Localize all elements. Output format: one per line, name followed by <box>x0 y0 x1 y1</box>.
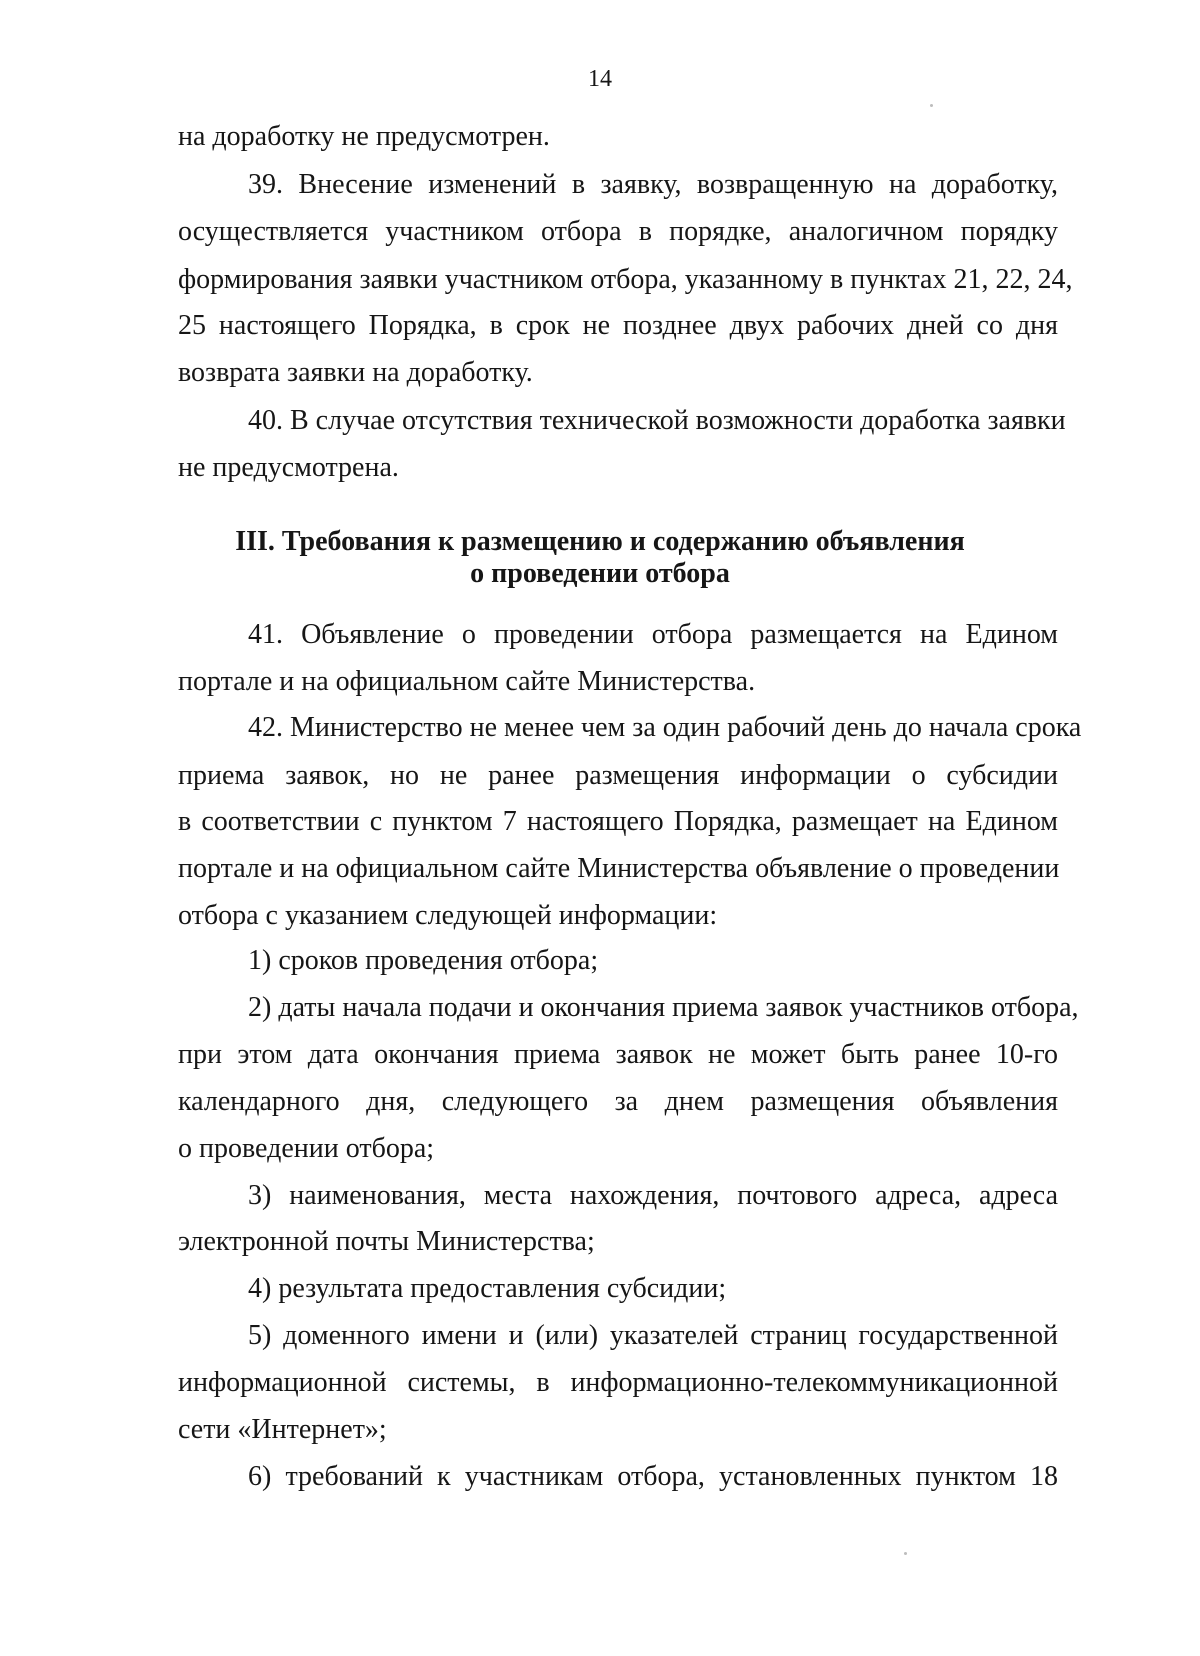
text-line: 41. Объявление о проведении отбора размещается на Едином <box>248 619 1058 650</box>
text-line: о проведении отбора; <box>178 1133 435 1164</box>
text-line: сети «Интернет»; <box>178 1414 387 1445</box>
list-item: 1) сроков проведения отбора; <box>248 945 599 976</box>
text-line: портале и на официальном сайте Министерства объявление о проведении <box>178 853 1060 884</box>
list-item: 6) требований к участникам отбора, установленных пунктом 18 <box>248 1461 1058 1492</box>
list-item: 5) доменного имени и (или) указателей страниц государственной <box>248 1320 1058 1351</box>
text-line: в соответствии с пунктом 7 настоящего Порядка, размещает на Едином <box>178 806 1058 837</box>
list-item: 3) наименования, места нахождения, почтового адреса, адреса <box>248 1180 1058 1211</box>
scan-speck <box>930 104 933 107</box>
text-line: 42. Министерство не менее чем за один рабочий день до начала срока <box>248 712 1082 743</box>
text-line: портале и на официальном сайте Министерства. <box>178 666 756 697</box>
list-item: 2) даты начала подачи и окончания приема заявок участников отбора, <box>248 992 1079 1023</box>
scan-speck <box>904 1552 907 1555</box>
text-line: осуществляется участником отбора в порядке, аналогичном порядку <box>178 216 1058 247</box>
text-line: информационной системы, в информационно-телекоммуникационной <box>178 1367 1058 1398</box>
page-number: 14 <box>588 66 612 92</box>
text-line: календарного дня, следующего за днем размещения объявления <box>178 1086 1058 1117</box>
text-line: возврата заявки на доработку. <box>178 357 533 388</box>
text-line: при этом дата окончания приема заявок не может быть ранее 10-го <box>178 1039 1058 1070</box>
text-line: 25 настоящего Порядка, в срок не позднее двух рабочих дней со дня <box>178 310 1058 341</box>
text-line: формирования заявки участником отбора, указанному в пунктах 21, 22, 24, <box>178 264 1073 295</box>
text-line: на доработку не предусмотрен. <box>178 121 550 152</box>
text-line: электронной почты Министерства; <box>178 1226 595 1257</box>
section-heading: о проведении отбора <box>470 558 730 589</box>
list-item: 4) результата предоставления субсидии; <box>248 1273 727 1304</box>
text-line: не предусмотрена. <box>178 452 399 483</box>
text-line: 40. В случае отсутствия технической возможности доработка заявки <box>248 405 1066 436</box>
text-line: приема заявок, но не ранее размещения информации о субсидии <box>178 760 1058 791</box>
section-heading: III. Требования к размещению и содержанию объявления <box>235 526 965 557</box>
text-line: отбора с указанием следующей информации: <box>178 900 718 931</box>
text-line: 39. Внесение изменений в заявку, возвращенную на доработку, <box>248 169 1058 200</box>
